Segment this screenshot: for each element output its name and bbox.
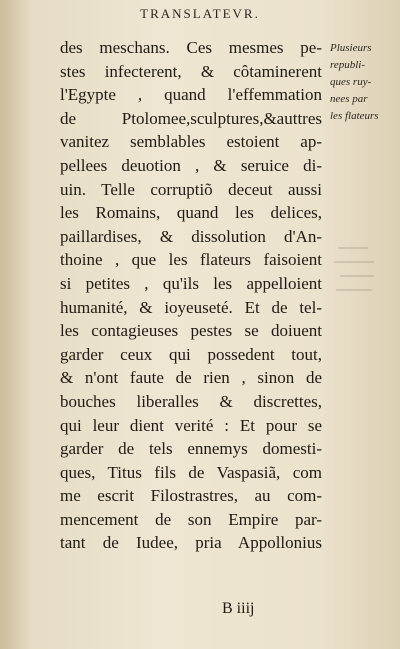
text-line: mencement de son Empire par- [60,509,322,529]
text-line: & n'ont faute de rien , sinon de [60,368,322,388]
text-line: garder de tels ennemys domesti- [60,439,322,459]
signature-mark: B iiij [222,600,255,617]
text-line: ques, Titus fils de Vaspasiã, com [60,462,322,482]
text-line: les Romains, quand les delices, [60,203,322,223]
text-line: pellees deuotion , & seruice di- [60,155,322,175]
running-head: TRANSLATEVR. [140,6,260,21]
marginal-note [330,40,396,125]
text-line: bouches liberalles & discrettes, [60,391,322,411]
text-line: thoine , que les flateurs faisoient [60,250,322,270]
show-through-mark [330,240,390,320]
text-line: stes infecterent, & côtaminerent [60,61,322,81]
text-line: humanité, & ioyeuseté. Et de tel- [60,297,322,317]
text-line: tant de Iudee, pria Appollonius [60,533,322,553]
text-line: me escrit Filostrastres, au com- [60,486,322,506]
text-line: vanitez semblables estoient ap- [60,132,322,152]
text-line: des meschans. Ces mesmes pe- [60,38,322,57]
marginal-note-line: republi- [330,59,366,71]
text-line: l'Egypte , quand l'effemmation [60,85,322,105]
marginal-note-line: ques ruy- [330,76,372,88]
text-line: qui leur dient verité : Et pour se [60,415,322,435]
body-text [60,36,322,555]
text-line: si petites , qu'ils les appelloient [60,273,322,293]
marginal-note-line: nees par [330,93,368,105]
text-line: paillardises, & dissolution d'An- [60,226,322,246]
text-line: uin. Telle corruptiõ deceut aussi [60,179,322,199]
marginal-note-line: les flateurs [330,110,379,122]
marginal-note-line: Plusieurs [330,42,372,54]
text-line: garder ceux qui possedent tout, [60,344,322,364]
text-line: les contagieuses pestes se doiuent [60,321,322,341]
text-line: de Ptolomee,sculptures,&auttres [60,108,322,128]
